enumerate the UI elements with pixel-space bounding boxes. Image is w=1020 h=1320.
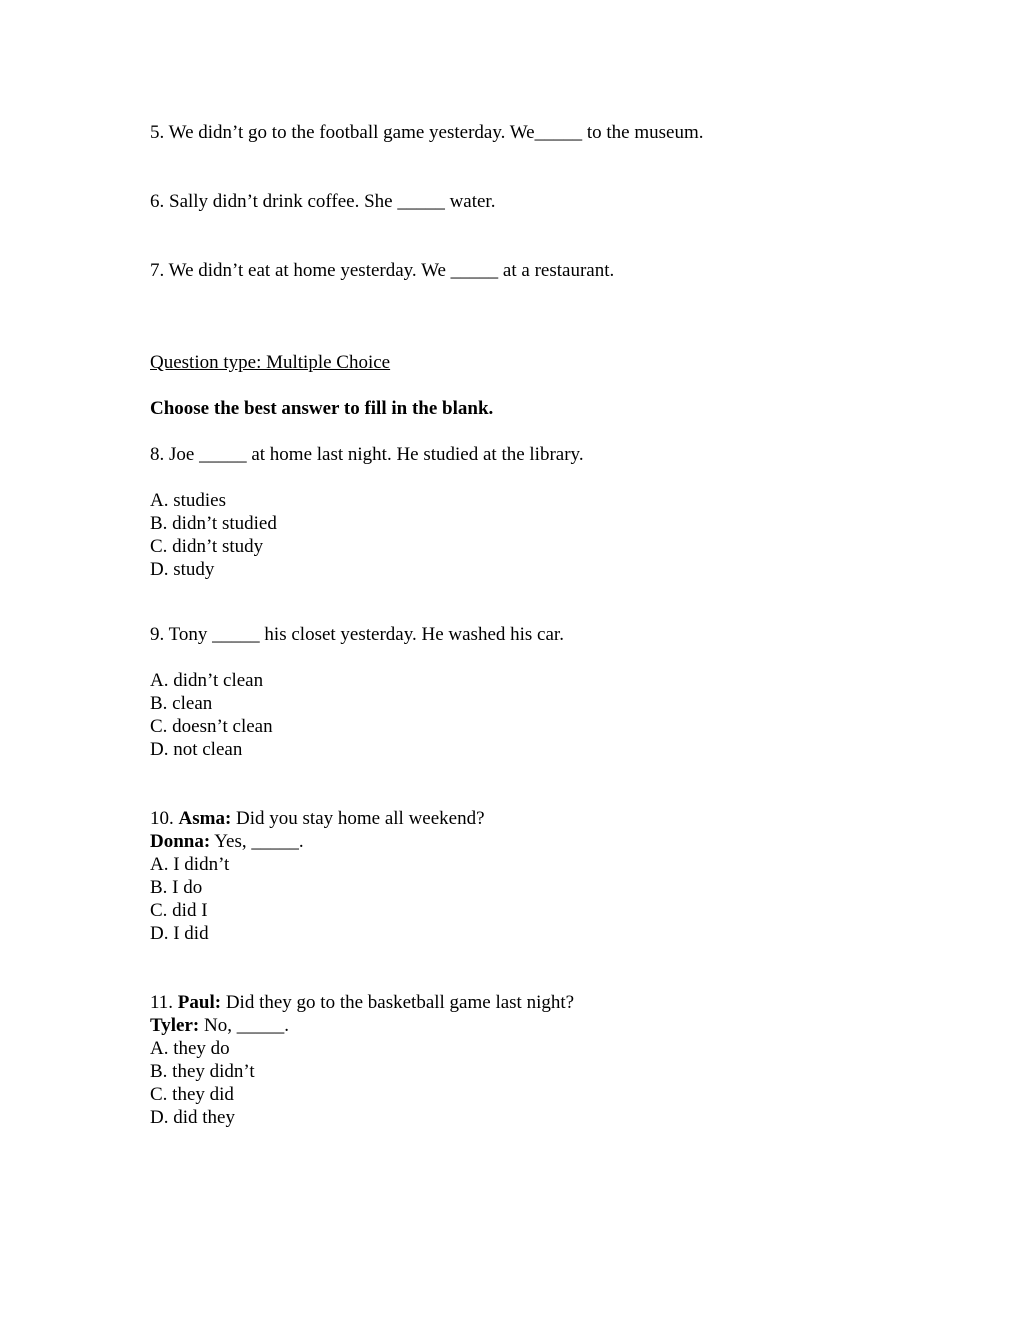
q10-speaker1: Asma: [178,808,232,829]
q8-option-c: C. didn’t study [150,536,264,557]
q10-line2: Yes, _____. [214,831,304,852]
q10-option-d: D. I did [150,923,209,944]
q8-option-d: D. study [150,559,215,580]
question-6: 6. Sally didn’t drink coffee. She _____ water. [150,191,496,212]
q10-speaker2: Donna: [150,831,211,852]
question-type-label: Question type: Multiple Choice [150,352,391,373]
question-5: 5. We didn’t go to the football game yesterday. We_____ to the museum. [150,122,704,143]
q10-number: 10. [150,808,174,829]
question-8: 8. Joe _____ at home last night. He studied at the library. [150,444,584,465]
q9-option-a: A. didn’t clean [150,670,264,691]
q11-speaker1: Paul: [177,992,222,1013]
q11-line2: No, _____. [204,1015,289,1036]
question-10-line1 [150,807,485,830]
q11-option-b: B. they didn’t [150,1061,255,1082]
question-7: 7. We didn’t eat at home yesterday. We _____ at a restaurant. [150,260,615,281]
q10-option-a: A. I didn’t [150,854,230,875]
question-11-line2 [150,1014,289,1037]
q11-speaker2: Tyler: [150,1015,200,1036]
q11-line1: Did they go to the basketball game last night? [225,992,575,1013]
q8-option-a: A. studies [150,490,226,511]
q9-option-d: D. not clean [150,739,243,760]
q10-option-c: C. did I [150,900,208,921]
q8-option-b: B. didn’t studied [150,513,277,534]
q11-number: 11. [150,992,174,1013]
question-11-line1 [150,991,574,1014]
question-10-line2 [150,830,304,853]
q10-line1: Did you stay home all weekend? [236,808,485,829]
q11-option-c: C. they did [150,1084,234,1105]
q11-option-a: A. they do [150,1038,230,1059]
section-instruction: Choose the best answer to fill in the blank. [150,398,494,419]
q9-option-b: B. clean [150,693,213,714]
q10-option-b: B. I do [150,877,203,898]
q9-option-c: C. doesn’t clean [150,716,273,737]
q11-option-d: D. did they [150,1107,235,1128]
question-9: 9. Tony _____ his closet yesterday. He washed his car. [150,624,564,645]
